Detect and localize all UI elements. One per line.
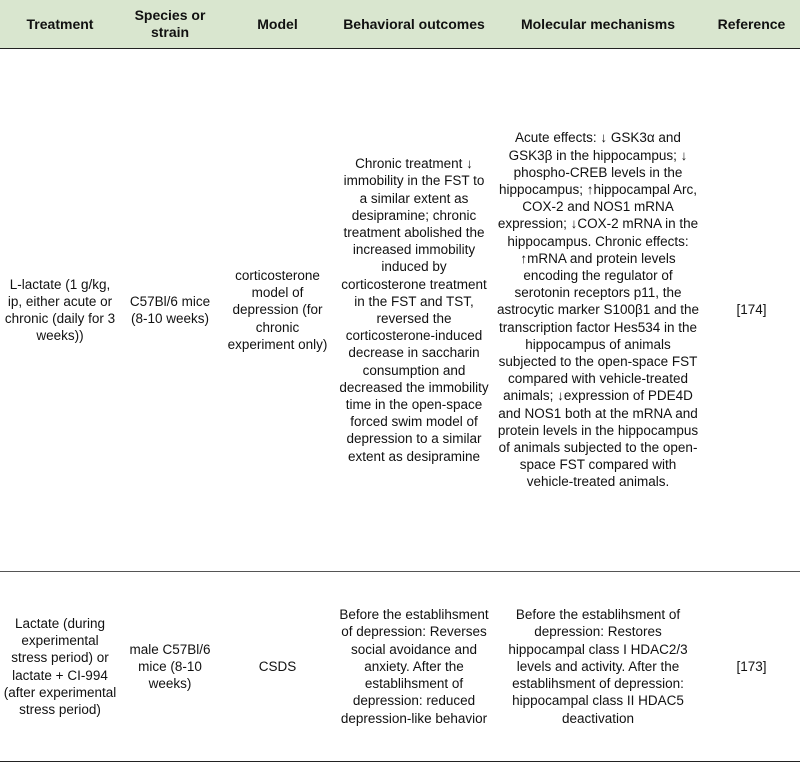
cell-species: male C57Bl/6 mice (8-10 weeks): [129, 641, 211, 692]
header-model: Model: [220, 0, 335, 49]
table-row: [0, 49, 800, 572]
header-molecular: Molecular mechanisms: [493, 0, 703, 49]
cell-species: C57Bl/6 mice (8-10 weeks): [129, 293, 211, 326]
cell-reference: [173]: [736, 658, 767, 674]
header-row: [0, 0, 800, 49]
cell-reference: [174]: [736, 302, 767, 318]
cell-behavioral: Before the establihsment of depression: Reverses social avoidance and anxiety. After the establihsment of depression: reduced depression-like behavior: [339, 607, 489, 726]
cell-treatment: L-lactate (1 g/kg, ip, either acute or chronic (daily for 3 weeks)): [4, 276, 116, 344]
header-behavioral: Behavioral outcomes: [335, 0, 493, 49]
cell-model: CSDS: [258, 658, 297, 674]
cell-model: corticosterone model of depression (for chronic experiment only): [227, 267, 328, 352]
header-species: Species or strain: [120, 0, 220, 49]
cell-behavioral: Chronic treatment ↓ immobility in the FST to a similar extent as desipramine; chronic treatment abolished the increased immobility induced by corticosterone treatment in the FST and TST, reversed the corticosterone-induced decrease in saccharin consumption and decreased the immobility time in the open-space forced swim model of depression to a similar extent as desipramine: [339, 156, 489, 464]
header-treatment: Treatment: [0, 0, 120, 49]
cell-molecular: Acute effects: ↓ GSK3α and GSK3β in the hippocampus; ↓ phospho-CREB levels in the hippocampus; ↑hippocampal Arc, COX-2 and NOS1 mRNA expression; ↓COX-2 mRNA in the hippocampus. Chronic effects: ↑mRNA and protein levels encoding the regulator of serotonin receptors p11, the astrocytic marker S100β1 and the transcription factor Hes534 in the hippocampus of animals subjected to the open-space FST compared with vehicle-treated animals; ↓expression of PDE4D and NOS1 both at the mRNA and protein levels in the hippocampus of animals subjected to the open-space FST compared with vehicle-treated animals.: [496, 130, 700, 490]
cell-molecular: Before the establihsment of depression: Restores hippocampal class I HDAC2/3 levels and activity. After the establihsment of depression: hippocampal class II HDAC5 deactivation: [508, 607, 688, 726]
table-row: [0, 572, 800, 762]
header-reference: Reference: [703, 0, 800, 49]
cell-treatment: Lactate (during experimental stress period) or lactate + CI-994 (after experimental stress period): [3, 615, 117, 717]
